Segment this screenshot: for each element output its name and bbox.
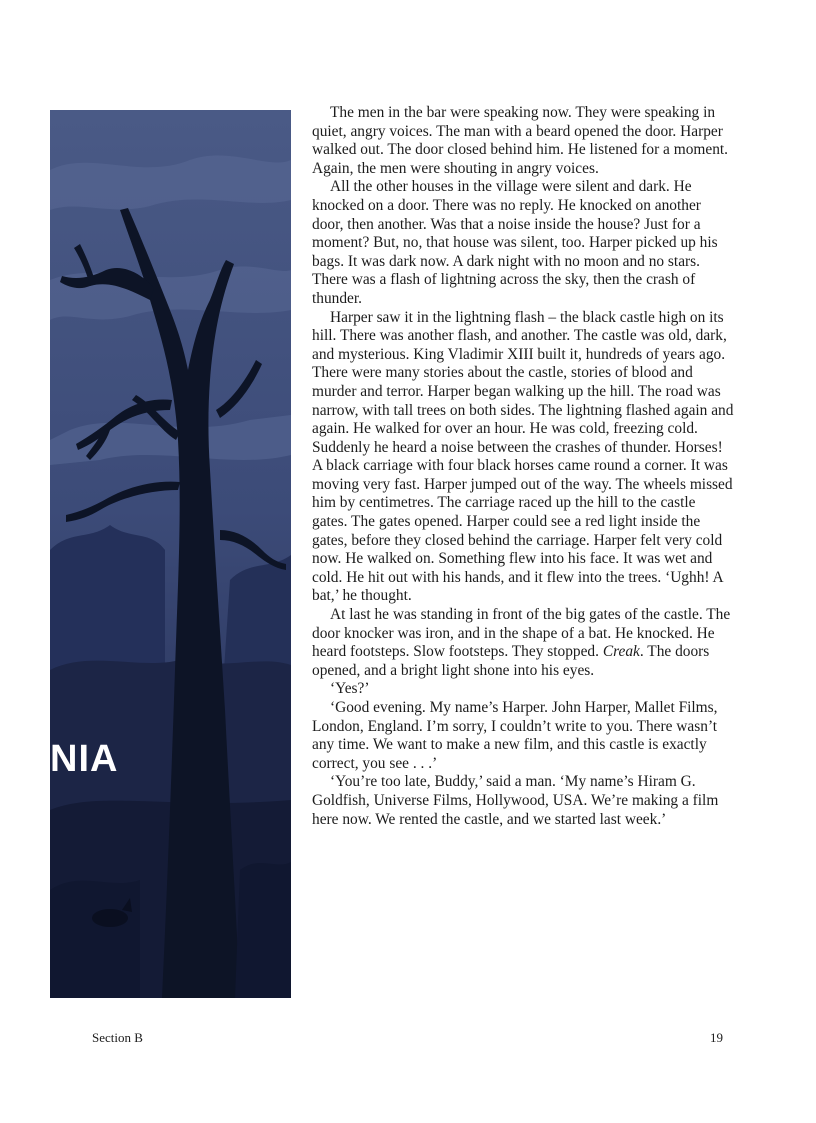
story-text-column [312,104,734,829]
paragraph-castle-gates: At last he was standing in front of the big gates of the castle. The door knocker was iron, and in the shape of a bat. He knocked. He heard footsteps. Slow footsteps. They stopped. Creak. The doors opened, and a bright light shone into his eyes. [312,606,731,679]
creak-word: Creak [602,643,640,661]
illustration-panel [50,110,291,998]
creak-rest: . The doors opened, and a bright light shone into his eyes. [312,643,710,679]
paragraph-castle-journey: Harper saw it in the lightning flash – the black castle high on its hill. There was another flash, and another. The castle was old, dark, and mysterious. King Vladimir XIII built it, hundreds of years ago. There were many stories about the castle, stories of blood and murder and terror. Harper began walking up the hill. The road was narrow, with tall trees on both sides. The lightning flashed again and again. He walked for over an hour. He was cold, freezing cold. Suddenly he heard a noise between the crashes of thunder. Horses! A black carriage with four black horses came round a corner. It was moving very fast. Harper jumped out of the way. The wheels missed him by centimetres. The carriage raced up the hill to the castle gates. The gates opened. Harper could see a red light inside the gates, before they closed behind the carriage. Harper felt very cold now. He walked on. Something flew into his face. It was wet and cold. He hit out with his hands, and it flew into the trees. ‘Ughh! A bat,’ he thought. [312,308,734,605]
paragraph-village-houses: All the other houses in the village were silent and dark. He knocked on a door. There was no reply. He knocked on another door, then another. Was that a noise inside the house? Just for a moment? But, no, that house was silent, too. Harper picked up his bags. It was dark now. A dark night with no moon and no stars. There was a flash of lightning across the sky, then the crash of thunder. [312,178,718,307]
page-number: 19 [710,1030,723,1045]
dialogue-goldfish: ‘You’re too late, Buddy,’ said a man. ‘My name’s Hiram G. Goldfish, Universe Films, Hollywood, USA. We’re making a film here now. We rented the castle, and we started last week.’ [312,773,719,828]
haunted-tree-illustration [50,110,291,998]
paragraph-bar-scene: The men in the bar were speaking now. They were speaking in quiet, angry voices. The man with a beard opened the door. Harper walked out. The door closed behind him. He listened for a moment. Again, the men were shouting in angry voices. [312,104,729,177]
dialogue-harper-intro: ‘Good evening. My name’s Harper. John Harper, Mallet Films, London, England. I’m sorry, I couldn’t write to you. There wasn’t any time. We want to make a new film, and this castle is exactly correct, you see . . .’ [312,699,718,772]
section-label: Section B [92,1030,143,1045]
dialogue-yes: ‘Yes?’ [330,680,370,698]
title-logo-fragment: NIA [50,738,119,780]
